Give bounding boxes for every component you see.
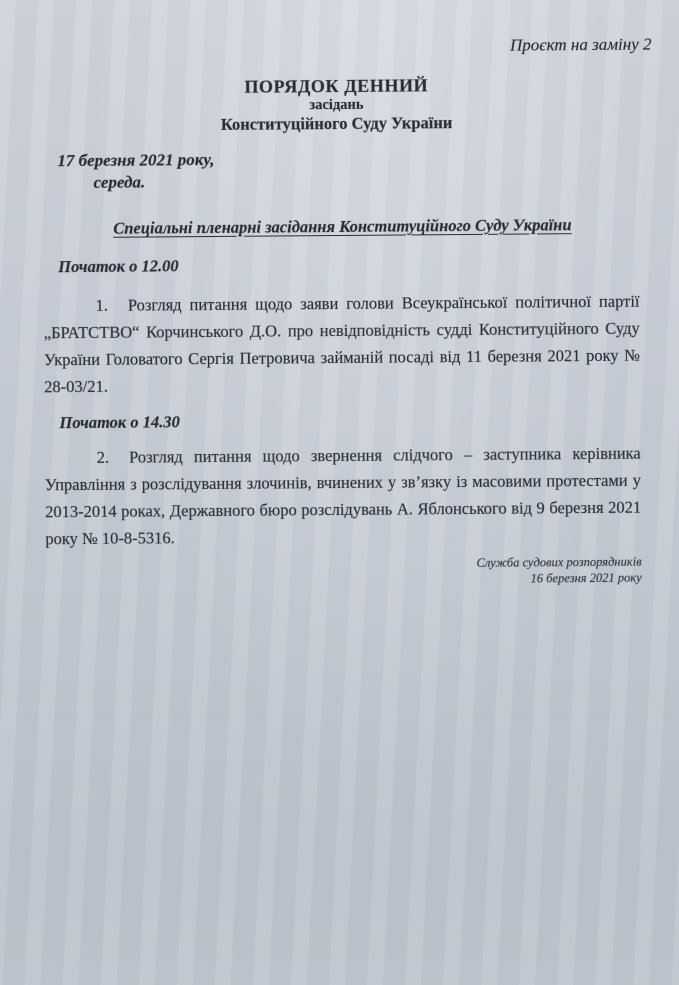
section-heading: Спеціальні пленарні засідання Конституційного Суду України (113, 215, 572, 238)
agenda-item-2-number: 2. (96, 447, 110, 467)
draft-note: Проєкт на заміну 2 (509, 34, 652, 55)
signoff-date: 16 березня 2021 року (530, 570, 642, 586)
session-weekday: середа. (93, 172, 146, 192)
start-time-2: Початок о 14.30 (59, 412, 180, 433)
session-date-block (57, 145, 676, 194)
signoff-service: Служба судових розпорядників (476, 554, 642, 570)
document-subtitle: засідань (309, 96, 364, 114)
agenda-item-1-text: Розгляд питання щодо заяви голови Всеукраїнської політичної партії „БРАТСТВО“ Корчинського Д.О. про невідповідність судді Конституційного Суду України Головатого Сергія Петровича займаній посаді від 11 березня 2021 року № 28-03/21. (43, 291, 641, 397)
court-name: Конституційного Суду України (220, 113, 453, 134)
agenda-item-1 (43, 288, 640, 401)
agenda-item-1-number: 1. (95, 295, 108, 315)
signoff-block (1, 554, 642, 591)
document-title: ПОРЯДОК ДЕННИЙ (244, 75, 429, 97)
session-date: 17 березня 2021 року, (57, 149, 215, 171)
agenda-item-2-text: Розгляд питання щодо звернення слідчого – заступника керівника Управління з розслідування злочинів, вчинених у зв’язку із масовими протестами у 2013-2014 роках, Державного бюро розслідувань А. Яблонського від 9 березня 2021 року № 10-8-5316. (44, 443, 642, 549)
title-block (0, 72, 676, 136)
start-time-1: Початок о 12.00 (58, 256, 179, 277)
agenda-item-2 (45, 440, 642, 553)
